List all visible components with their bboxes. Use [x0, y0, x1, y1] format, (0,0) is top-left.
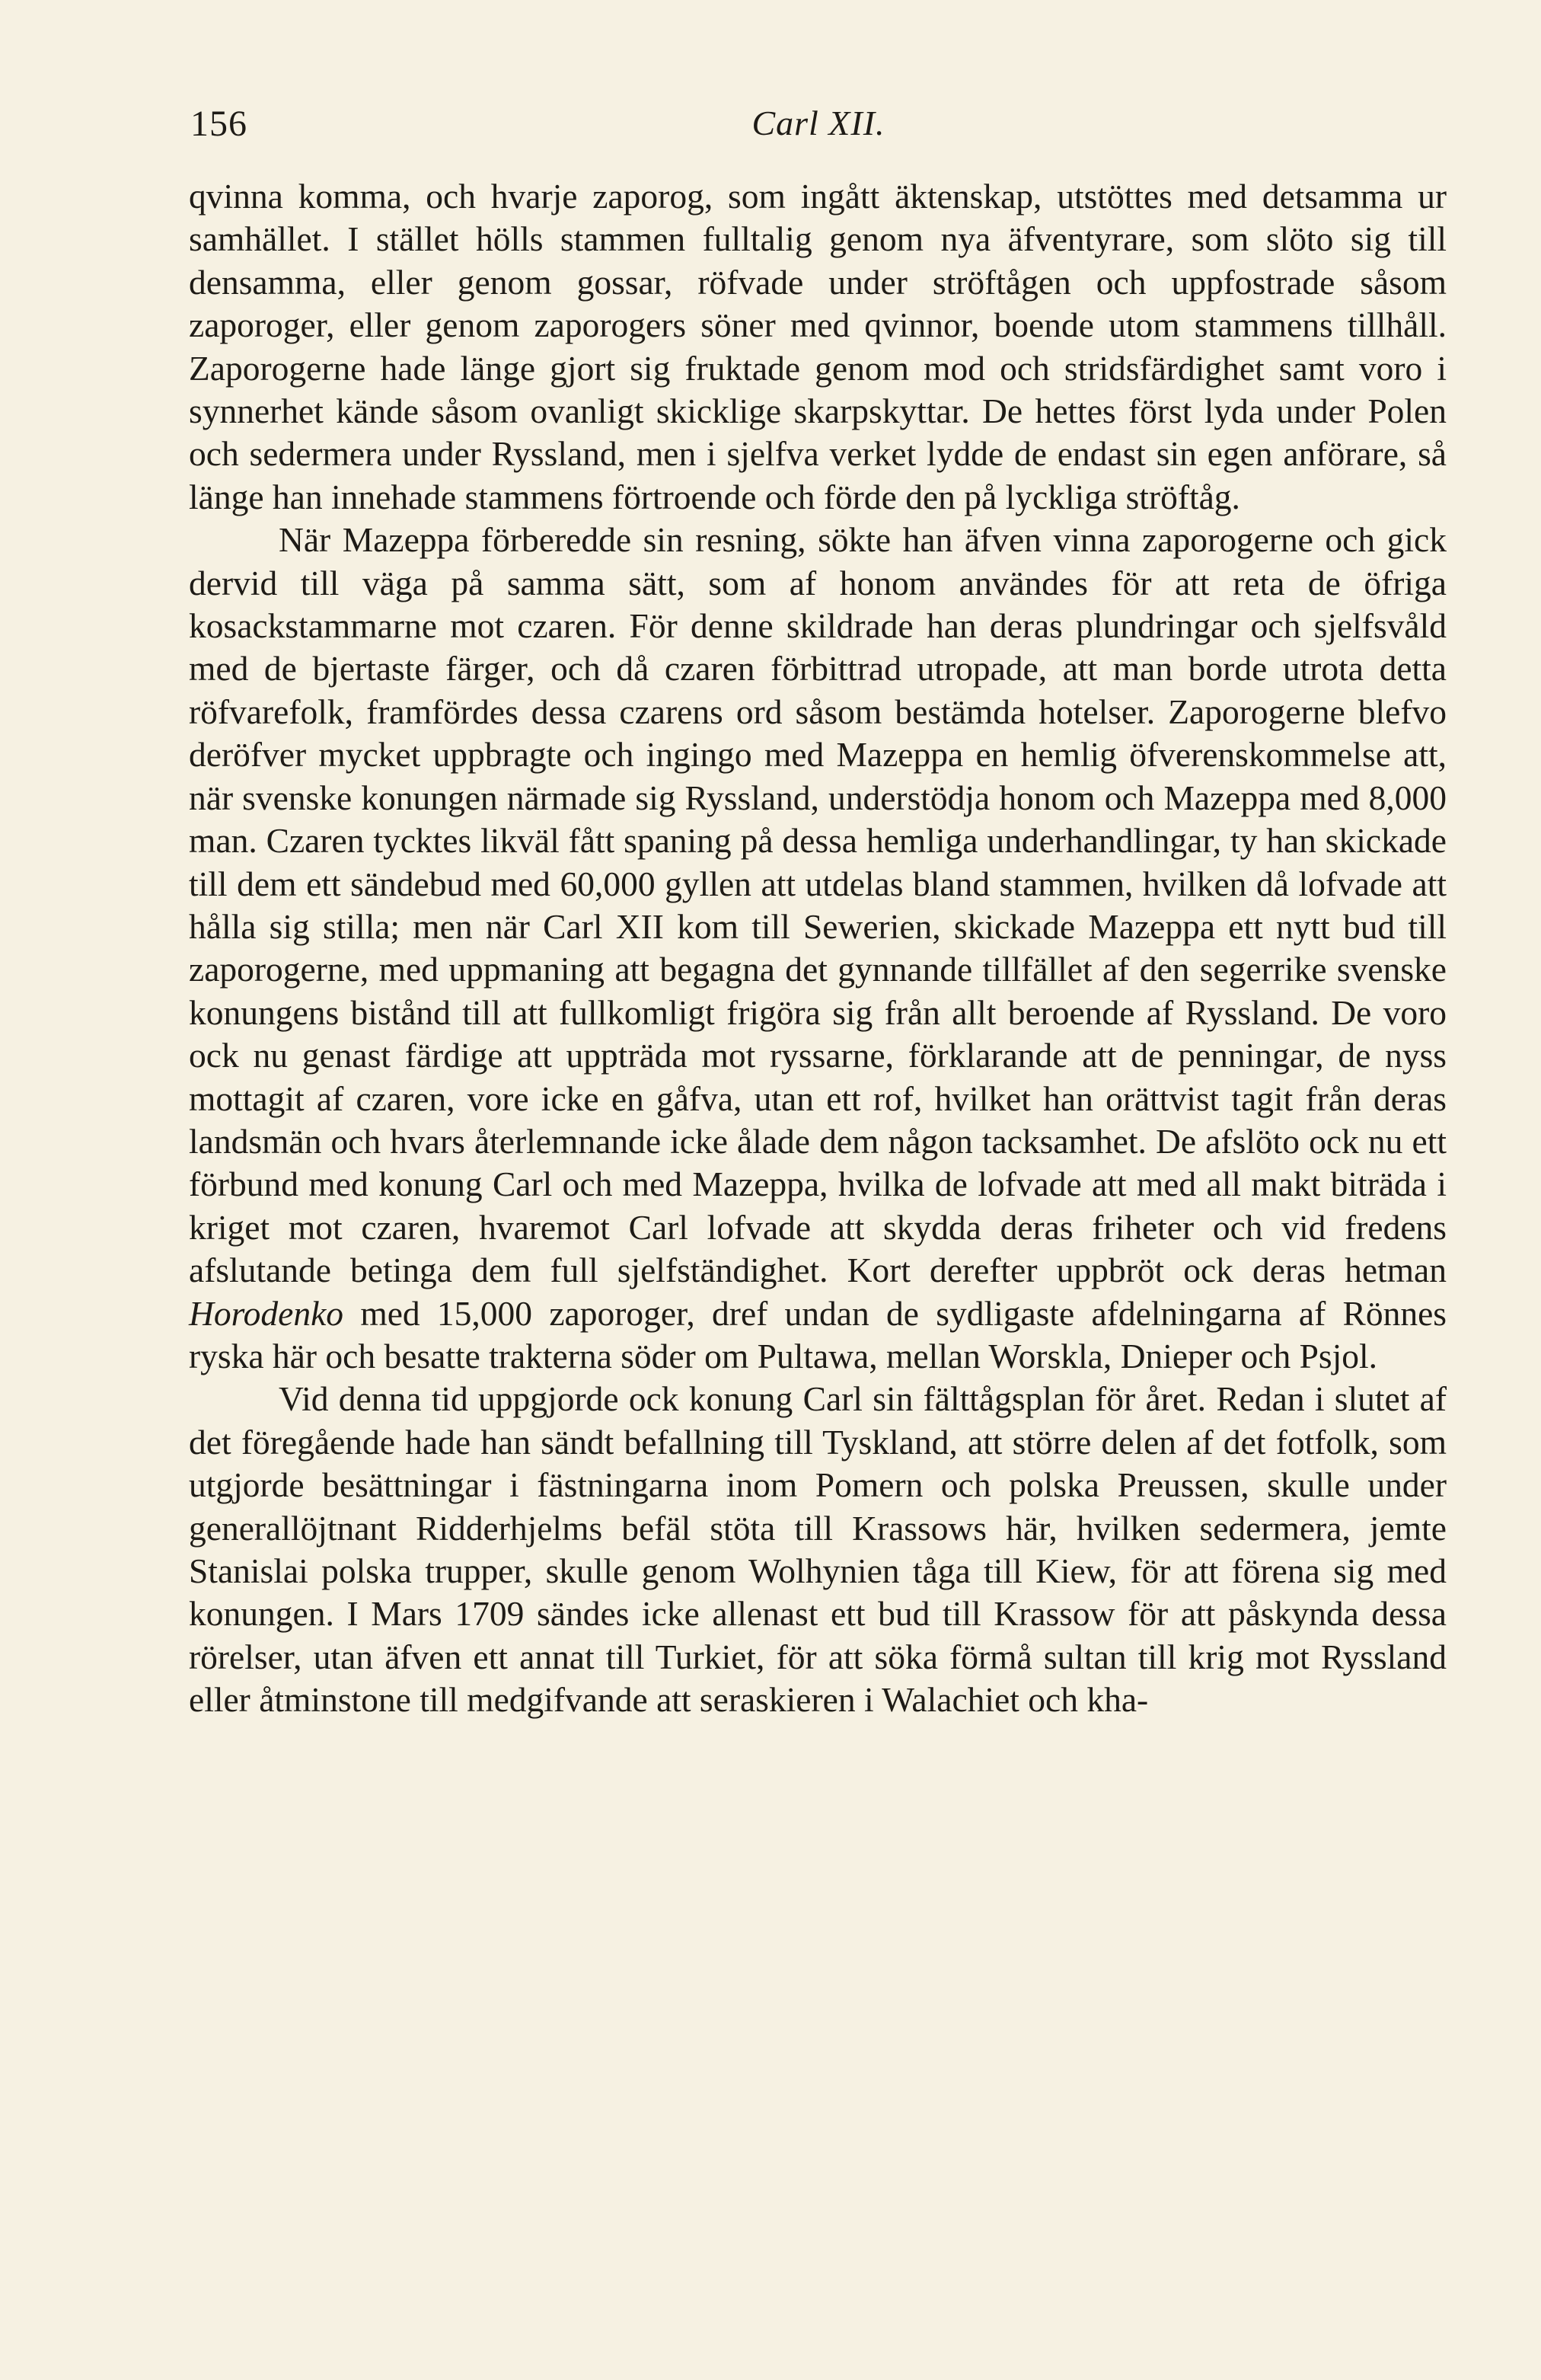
- hetman-name: Horodenko: [189, 1293, 344, 1333]
- running-title: Carl XII.: [751, 104, 885, 142]
- body-text: [189, 175, 1447, 1722]
- paragraph-2: [189, 519, 1447, 1378]
- page-number: 156: [190, 104, 247, 144]
- paragraph-2-text: När Mazeppa förberedde sin resning, sökte han äfven vinna zaporogerne och gick dervid till väga på samma sätt, som af honom användes för att reta de öfriga kosackstammarne mot czaren. För denne skildrade han deras plundringar och sjelfsvåld med de bjertaste färger, och då czaren förbittrad utropade, att man borde utrota detta röfvarefolk, framfördes dessa czarens ord såsom bestämda hotelser. Zaporogerne blefvo deröfver mycket uppbragte och ingingo med Mazeppa en hemlig öfverenskommelse att, när svenske konungen närmade sig Ryssland, understödja honom och Mazeppa med 8,000 man. Czaren tycktes likväl fått spaning på dessa hemliga underhandlingar, ty han skickade till dem ett sändebud med 60,000 gyllen att utdelas bland stammen, hvilken då lofvade att hålla sig stilla; men när Carl XII kom till Sewerien, skickade Mazeppa ett nytt bud till zaporogerne, med uppmaning att begagna det gynnande tillfället af den segerrike svenske konungens bistånd till att fullkomligt frigöra sig från allt beroende af Ryssland. De voro ock nu genast färdige att uppträda mot ryssarne, förklarande att de penningar, de nyss mottagit af czaren, vore icke en gåfva, utan ett rof, hvilket han orättvist tagit från deras landsmän och hvars återlemnande icke ålade dem någon tacksamhet. De afslöto ock nu ett förbund med konung Carl och med Mazeppa, hvilka de lofvade att med all makt biträda i kriget mot czaren, hvaremot Carl lofvade att skydda deras friheter och vid fredens afslutande betinga dem full sjelfständighet. Kort derefter uppbröt ock deras hetman: [189, 520, 1447, 1290]
- paragraph-2-text-after: med 15,000 zaporoger, dref undan de sydligaste afdelningarna af Rönnes ryska här och besatte trakterna söder om Pultawa, mellan Worskla, Dnieper och Psjol.: [189, 1293, 1447, 1375]
- page-header: [190, 103, 1447, 164]
- paragraph-1: qvinna komma, och hvarje zaporog, som ingått äktenskap, utstöttes med detsamma ur samhället. I stället hölls stammen fulltalig genom nya äfventyrare, som slöto sig till densamma, eller genom gossar, röfvade under ströftågen och uppfostrade såsom zaporoger, eller genom zaporogers söner med qvinnor, boende utom stammens tillhåll. Zaporogerne hade länge gjort sig fruktade genom mod och stridsfärdighet samt voro i synnerhet kände såsom ovanligt skicklige skarpskyttar. De hettes först lyda under Polen och sedermera under Ryssland, men i sjelfva verket lydde de endast sin egen anförare, så länge han innehade stammens förtroende och förde den på lyckliga ströftåg.: [189, 177, 1447, 516]
- paragraph-3: Vid denna tid uppgjorde ock konung Carl sin fälttågsplan för året. Redan i slutet af det föregående hade han sändt befallning till Tyskland, att större delen af det fotfolk, som utgjorde besättningar i fästningarna inom Pomern och polska Preussen, skulle under generallöjtnant Ridderhjelms befäl stöta till Krassows här, hvilken sedermera, jemte Stanislai polska trupper, skulle genom Wolhynien tåga till Kiew, för att förena sig med konungen. I Mars 1709 sändes icke allenast ett bud till Krassow för att påskynda dessa rörelser, utan äfven ett annat till Turkiet, för att söka förmå sultan till krig mot Ryssland eller åtminstone till medgifvande att seraskieren i Walachiet och kha-: [189, 1379, 1447, 1720]
